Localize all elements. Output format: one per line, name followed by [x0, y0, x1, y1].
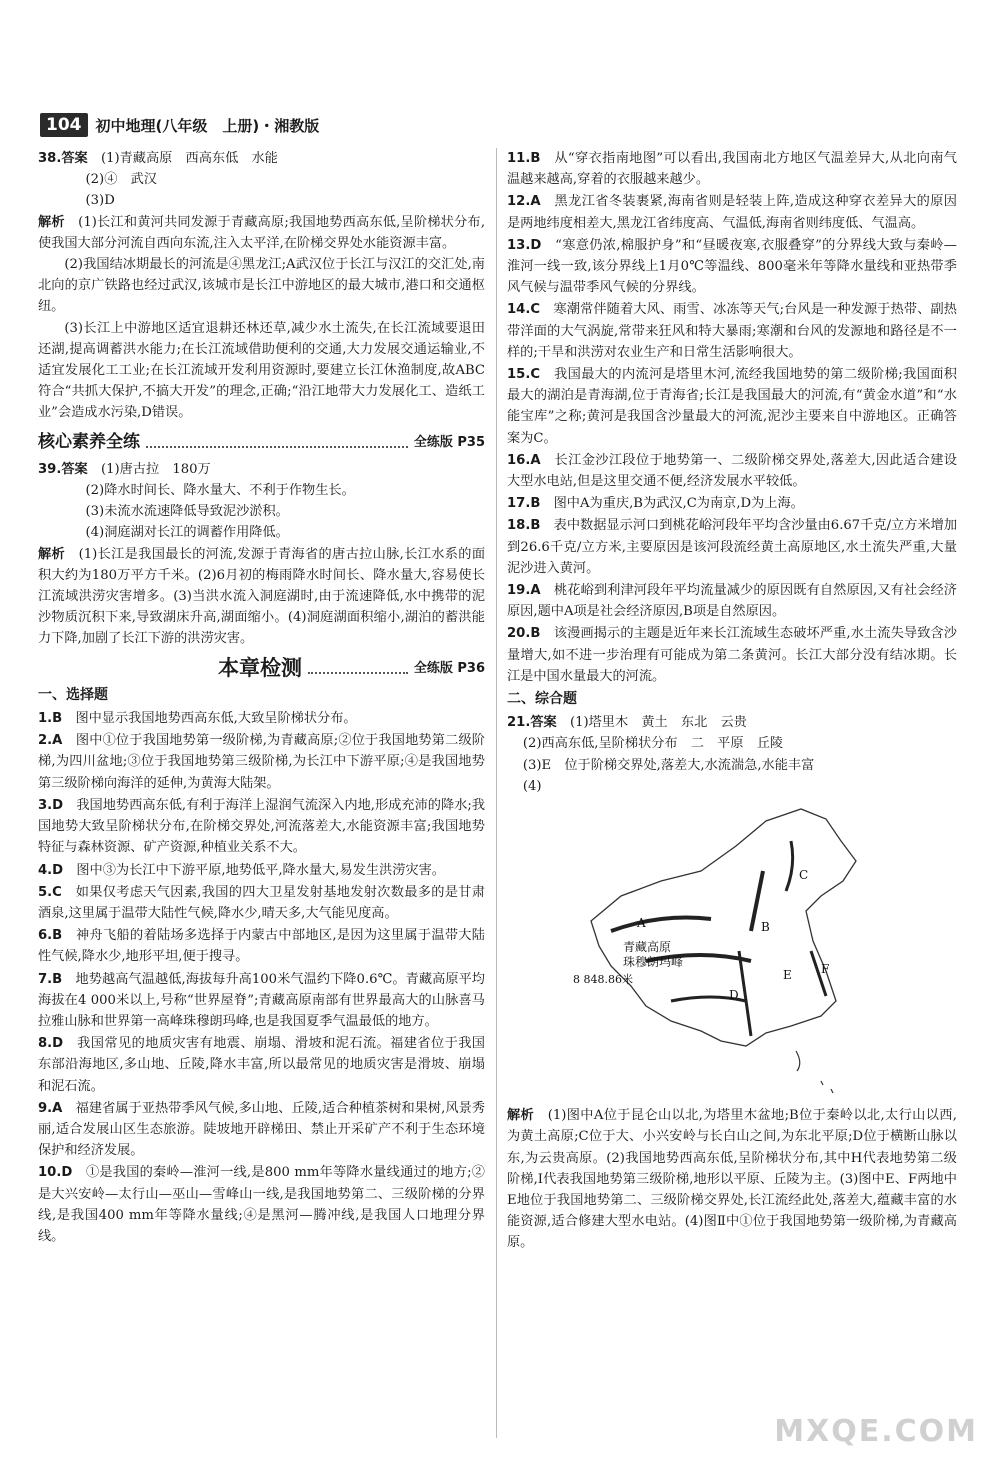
list-item	[38, 708, 485, 729]
list-item	[507, 493, 957, 514]
question-number: 38.答案	[38, 151, 88, 166]
list-item	[507, 235, 957, 299]
answer-line: (2)降水时间长、降水量大、不利于作物生长。	[85, 483, 355, 499]
explanation-tag: 解析	[38, 214, 65, 230]
list-item	[507, 299, 957, 363]
mountain-range	[611, 918, 711, 932]
list-item	[38, 1162, 485, 1247]
question-21	[507, 712, 957, 1253]
explanation-tag: 解析	[507, 1108, 535, 1124]
question-number: 39.答案	[38, 461, 88, 477]
list-item	[38, 1098, 485, 1162]
explanation-text: (1)图中A位于昆仑山以北,为塔里木盆地;B位于秦岭以北,太行山以西,为黄土高原;C位于大、小兴安岭与长白山之间,为东北平原;D位于横断山脉以东,为云贵高原。(2)我国地势西高东低,呈阶梯状分布,其中H代表地势第二级阶梯,I代表我国地势第三级阶梯,地形以平原、丘陵为主。(3)图中E、F两地中E地位于我国地势第二、三级阶梯交界处,长江流经此处,落差大,蕴藏丰富的水能资源,适合修建大型水电站。(4)图Ⅱ中①位于我国地势第一级阶梯,为青藏高原。	[507, 1108, 957, 1251]
question-text: 我国地势西高东低,有利于海洋上湿润气流深入内地,形成充沛的降水;我国地势大致呈阶梯状分布,在阶梯交界处,河流落差大,水能资源丰富;我国地势特征与森林资源、矿产资源,种植业关系不大。	[38, 797, 485, 856]
question-number: 16.A	[507, 452, 541, 468]
explanation-text: (2)我国结冰期最长的河流是④黑龙江;A武汉位于长江与汉江的交汇处,南北向的京广铁路也经过武汉,该城市是长江中游地区的最大城市,港口和交通枢纽。	[38, 257, 485, 315]
question-number: 10.D	[38, 1165, 73, 1181]
left-column	[38, 148, 485, 1248]
list-item	[38, 925, 485, 967]
answer-line: (1)塔里木 黄土 东北 云贵	[569, 715, 747, 731]
answer-line: (2)④ 武汉	[85, 172, 157, 188]
island	[796, 1051, 800, 1071]
list-item	[507, 515, 957, 579]
answer-line: (3)未流水流速降低导致泥沙淤积。	[85, 504, 289, 520]
map-label-height: 8 848.86米	[573, 973, 633, 987]
question-text: 从“穿衣指南地图”可以看出,我国南北方地区气温差异大,从北向南气温越来越高,穿着的衣服越来越少。	[507, 151, 957, 188]
map-label-d: D	[729, 988, 739, 1003]
question-number: 4.D	[38, 862, 64, 878]
explanation-text: (1)长江和黄河共同发源于青藏高原;我国地势西高东低,呈阶梯状分布,使我国大部分河流自西向东流,注入太平洋,在阶梯交界处水能资源丰富。	[38, 214, 486, 251]
list-item	[507, 580, 957, 622]
part-heading: 一、选择题	[38, 686, 108, 703]
dotted-leader	[146, 446, 408, 448]
question-text: 黑龙江省冬装裹紧,海南省则是轻装上阵,造成这种穿衣差异大的原因是两地纬度相差大,黑龙江省纬度高、气温低,海南省则纬度低、气温高。	[507, 194, 957, 231]
column-divider	[496, 148, 497, 1438]
question-number: 9.A	[38, 1100, 63, 1116]
question-text: 桃花峪到利津河段年平均流量减少的原因既有自然原因,又有社会经济原因,题中A项是社会经济原因,B项是自然原因。	[507, 583, 957, 620]
question-number: 8.D	[38, 1036, 64, 1052]
explanation-tag: 解析	[38, 546, 66, 562]
question-text: 福建省属于亚热带季风气候,多山地、丘陵,适合种植茶树和果树,风景秀丽,适合发展山区生态旅游。陡坡地开辟梯田、禁止开采矿产不利于生态环境保护和经济发展。	[38, 1100, 486, 1159]
question-text: 长江金沙江段位于地势第一、二级阶梯交界处,落差大,因此适合建设大型水电站,但是这里交通不便,经济发展水平较低。	[507, 452, 957, 490]
list-item	[38, 1033, 485, 1097]
question-text: 如果仅考虑天气因素,我国的四大卫星发射基地发射次数最多的是甘肃酒泉,这里属于温带大陆性气候,降水少,晴天多,大气能见度高。	[38, 884, 485, 921]
question-text: 地势越高气温越低,海拔每升高100米气温约下降0.6℃。青藏高原平均海拔在4 000米以上,号称“世界屋脊”;青藏高原南部有世界最高大的山脉喜马拉雅山脉和世界第一高峰珠穆朗玛峰,也是我国夏季气温最低的地方。	[38, 971, 485, 1029]
question-text: 该漫画揭示的主题是近年来长江流域生态破坏严重,水土流失导致含沙量增大,如不进一步治理有可能成为第二条黄河。长江大部分没有结冰期。长江是中国水量最大的河流。	[507, 626, 957, 684]
page-number: 104	[40, 113, 88, 137]
question-number: 5.C	[38, 884, 62, 900]
list-item	[38, 860, 485, 881]
question-39	[38, 459, 485, 650]
page-header	[40, 110, 319, 140]
question-text: 图中①位于我国地势第一级阶梯,为青藏高原;②位于我国地势第二级阶梯,为四川盆地;③位于我国地势第三级阶梯,为长江中下游平原;④是我国地势第三级阶梯向海洋的延伸,为黄海大陆架。	[38, 733, 485, 791]
mountain-range	[786, 841, 793, 891]
map-label-b: B	[761, 920, 770, 935]
answer-line: (2)西高东低,呈阶梯状分布 二 平原 丘陵	[522, 736, 784, 752]
book-title: 初中地理(八年级 上册)・湘教版	[95, 116, 320, 135]
section-heading-chapter-test	[38, 655, 485, 680]
map-label-peak: 珠穆朗玛峰	[623, 955, 684, 970]
islands	[821, 1081, 833, 1093]
section-reference: 全练版 P36	[413, 660, 485, 676]
list-item	[38, 730, 485, 794]
section-title: 本章检测	[218, 655, 302, 680]
question-number: 14.C	[507, 302, 541, 318]
part-heading: 二、综合题	[507, 691, 577, 708]
list-item	[507, 623, 957, 687]
question-number: 19.A	[507, 583, 541, 599]
question-text: ①是我国的秦岭—淮河一线,是800 mm年等降水量线通过的地方;②是大兴安岭—太行山—巫山—雪峰山一线,是我国地势第二、三级阶梯的分界线,是我国400 mm年等降水量线;④是黑河—腾冲线,是我国人口地理分界线。	[38, 1165, 485, 1244]
section-heading-core	[38, 432, 485, 453]
answer-line: (3)E 位于阶梯交界处,落差大,水流湍急,水能丰富	[522, 757, 815, 773]
question-text: 表中数据显示河口到桃花峪河段年平均含沙量由6.67千克/立方米增加到26.6千克/立方米,主要原因是该河段流经黄土高原地区,水土流失严重,大量泥沙进入黄河。	[507, 518, 958, 576]
answer-line: (1)青藏高原 西高东低 水能	[100, 151, 278, 166]
list-item	[38, 882, 485, 924]
explanation-text: (3)长江上中游地区适宜退耕还林还草,减少水土流失,在长江流域要退田还湖,提高调蓄洪水能力;在长江流域借助便利的交通,大力发展交通运输业,不适宜发展化工工业;在长江流域开发利用资源时,要建立长江休渔制度,故ABC符合“共抓大保护,不搞大开发”的理念,正确;“沿江地带大力发展化工、造纸工业”会造成水污染,D错误。	[38, 320, 485, 421]
section-title: 核心素养全练	[38, 431, 140, 452]
list-item	[507, 191, 957, 233]
list-item	[507, 148, 957, 190]
question-number: 6.B	[38, 928, 63, 944]
question-number: 18.B	[507, 518, 541, 534]
question-number: 3.D	[38, 797, 64, 813]
mountain-range	[739, 951, 751, 1036]
explanation-text: (1)长江是我国最长的河流,发源于青海省的唐古拉山脉,长江水系的面积大约为180万平方千米。(2)6月初的梅雨降水时间长、降水量大,容易使长江流域洪涝灾害增多。(3)当洪水流入洞庭湖时,由于流速降低,水中携带的泥沙物质沉积下来,导致湖床升高,湖面缩小。(4)洞庭湖面积缩小,湖泊的蓄洪能力下降,加剧了长江下游的洪涝灾害。	[38, 546, 486, 647]
question-text: “寒意仍浓,棉服护身”和“昼暖夜寒,衣服叠穿”的分界线大致与秦岭—淮河一线一致,该分界线上1月0℃等温线、800毫米年等降水量线和亚热带季风气候与温带季风气候的分界线。	[507, 237, 957, 296]
map-label-plateau: 青藏高原	[623, 940, 672, 955]
right-column	[507, 148, 957, 1255]
question-number: 15.C	[507, 367, 541, 383]
question-38	[38, 148, 485, 424]
answer-line: (3)D	[85, 193, 115, 209]
map-outline	[591, 809, 856, 1046]
list-item	[38, 969, 485, 1033]
answer-line: (4)洞庭湖对长江的调蓄作用降低。	[85, 525, 289, 541]
answer-line: (1)唐古拉 180万	[100, 461, 211, 477]
question-number: 12.A	[507, 194, 541, 210]
list-item	[38, 795, 485, 859]
question-text: 寒潮常伴随着大风、雨雪、冰冻等天气;台风是一种发源于热带、副热带洋面的大气涡旋,常带来狂风和特大暴雨;寒潮和台风的发源地和路径是不一样的;干旱和洪涝对农业生产和日常生活影响很大。	[507, 302, 957, 360]
question-number: 11.B	[507, 151, 541, 166]
list-item	[507, 450, 957, 492]
question-number: 1.B	[38, 711, 63, 727]
question-text: 图中A为重庆,B为武汉,C为南京,D为上海。	[553, 496, 804, 512]
question-number: 20.B	[507, 626, 541, 642]
question-number: 2.A	[38, 733, 63, 749]
question-number: 7.B	[38, 971, 63, 987]
dotted-leader	[308, 672, 408, 674]
question-text: 我国常见的地质灾害有地震、崩塌、滑坡和泥石流。福建省位于我国东部沿海地区,多山地、丘陵,降水丰富,所以最常见的地质灾害是滑坡、崩塌和泥石流。	[38, 1036, 485, 1094]
section-reference: 全练版 P35	[413, 434, 485, 450]
answer-line: (4)	[522, 778, 542, 794]
list-item	[507, 364, 957, 449]
question-text: 神舟飞船的着陆场多选择于内蒙古中部地区,是因为这里属于温带大陆性气候,降水少,地形平坦,便于搜寻。	[38, 928, 485, 965]
map-label-f: F	[821, 962, 830, 977]
china-terrain-map	[551, 801, 891, 1101]
map-label-c: C	[799, 868, 809, 883]
question-number: 13.D	[507, 237, 542, 253]
watermark: MXQE.COM	[774, 1414, 978, 1449]
question-text: 图中③为长江中下游平原,地势低平,降水量大,易发生洪涝灾害。	[76, 862, 445, 878]
question-text: 我国最大的内流河是塔里木河,流经我国地势的第二级阶梯;我国面积最大的湖泊是青海湖,位于青海省;长江是我国最大的河流,有“黄金水道”和“水能宝库”之称;黄河是我国含沙量最大的河流,泥沙主要来自中游地区。正确答案为C。	[507, 367, 957, 446]
map-label-e: E	[783, 968, 792, 983]
question-number: 21.答案	[507, 715, 557, 731]
map-label-a: A	[637, 916, 646, 931]
question-text: 图中显示我国地势西高东低,大致呈阶梯状分布。	[75, 711, 357, 727]
question-number: 17.B	[507, 496, 541, 512]
